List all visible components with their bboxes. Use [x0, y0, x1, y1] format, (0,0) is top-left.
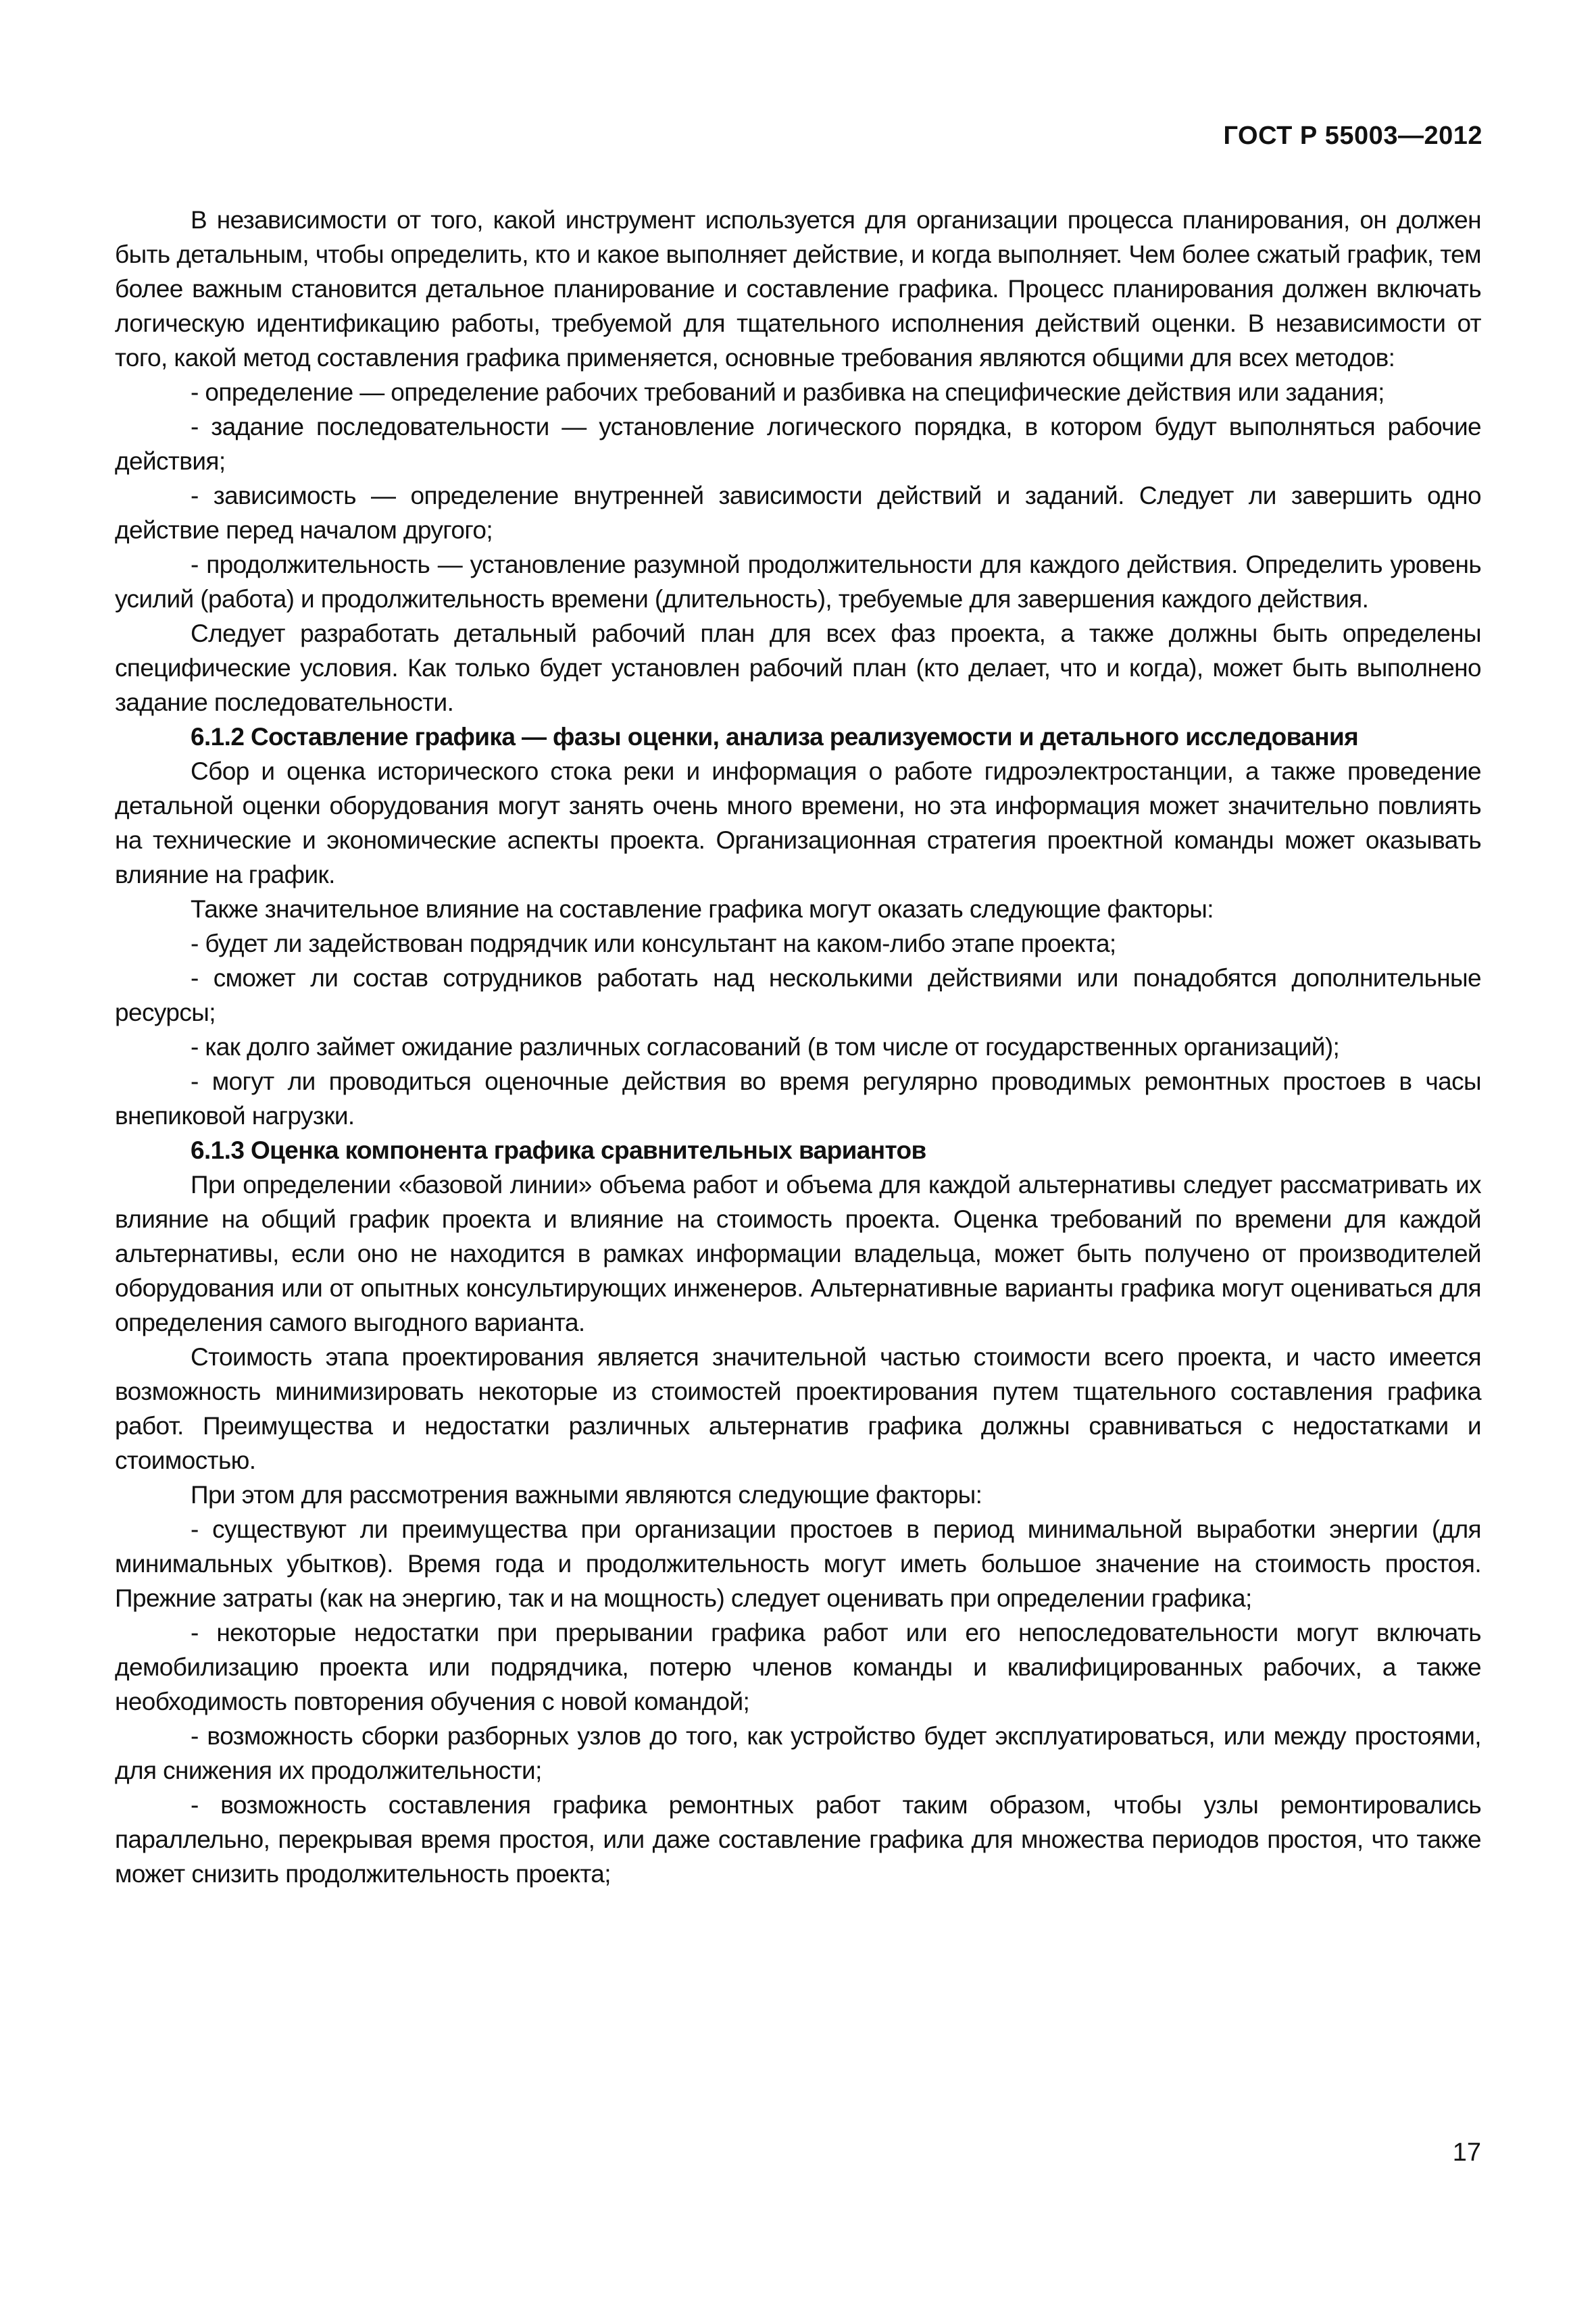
paragraph: - сможет ли состав сотрудников работать над несколькими действиями или понадобятся дополнительные ресурсы; — [115, 964, 1481, 1026]
paragraph: - как долго займет ожидание различных согласований (в том числе от государственных организаций); — [191, 1033, 1340, 1061]
paragraph: - будет ли задействован подрядчик или консультант на каком-либо этапе проекта; — [191, 930, 1116, 957]
paragraph: - существуют ли преимущества при организации простоев в период минимальной выработки энергии (для минимальных убытков). Время года и продолжительность могут иметь большое значение на стоимость простоя. Прежние затраты (как на энергию, так и на мощность) следует оценивать при определении графика; — [115, 1515, 1481, 1612]
paragraph: При этом для рассмотрения важными являются следующие факторы: — [191, 1481, 982, 1509]
paragraph: Сбор и оценка исторического стока реки и информация о работе гидроэлектростанции, а также проведение детальной оценки оборудования могут занять очень много времени, но эта информация может значительно повлиять на технические и экономические аспекты проекта. Организационная стратегия проектной команды может оказывать влияние на график. — [115, 757, 1481, 888]
section-heading: 6.1.3 Оценка компонента графика сравнительных вариантов — [191, 1136, 926, 1164]
paragraph: Также значительное влияние на составление графика могут оказать следующие факторы: — [191, 895, 1214, 923]
doc-code-header: ГОСТ Р 55003—2012 — [1223, 122, 1482, 150]
paragraph: - могут ли проводиться оценочные действия во время регулярно проводимых ремонтных простоев в часы внепиковой нагрузки. — [115, 1067, 1481, 1130]
body-text — [115, 203, 1481, 1891]
paragraph: - некоторые недостатки при прерывании графика работ или его непоследовательности могут включать демобилизацию проекта или подрядчика, потерю членов команды и квалифицированных рабочих, а также необходимость повторения обучения с новой командой; — [115, 1619, 1481, 1715]
paragraph: - возможность сборки разборных узлов до того, как устройство будет эксплуатироваться, или между простоями, для снижения их продолжительности; — [115, 1722, 1481, 1784]
paragraph: - определение — определение рабочих требований и разбивка на специфические действия или задания; — [191, 378, 1385, 406]
paragraph: - задание последовательности — установление логического порядка, в котором будут выполняться рабочие действия; — [115, 413, 1481, 475]
paragraph: - возможность составления графика ремонтных работ таким образом, чтобы узлы ремонтировались параллельно, перекрывая время простоя, или даже составление графика для множества периодов простоя, что также может снизить продолжительность проекта; — [115, 1791, 1481, 1888]
paragraph: - продолжительность — установление разумной продолжительности для каждого действия. Определить уровень усилий (работа) и продолжительность времени (длительность), требуемые для завершения каждого действия. — [115, 551, 1481, 613]
paragraph: Стоимость этапа проектирования является значительной частью стоимости всего проекта, и часто имеется возможность минимизировать некоторые из стоимостей проектирования путем тщательного составления графика работ. Преимущества и недостатки различных альтернатив графика должны сравниваться с недостатками и стоимостью. — [115, 1343, 1481, 1474]
paragraph: - зависимость — определение внутренней зависимости действий и заданий. Следует ли завершить одно действие перед началом другого; — [115, 482, 1481, 544]
paragraph: При определении «базовой линии» объема работ и объема для каждой альтернативы следует рассматривать их влияние на общий график проекта и влияние на стоимость проекта. Оценка требований по времени для каждой альтернативы, если оно не находится в рамках информации владельца, может быть получено от производителей оборудования или от опытных консультирующих инженеров. Альтернативные варианты графика могут оцениваться для определения самого выгодного варианта. — [115, 1171, 1481, 1336]
paragraph: Следует разработать детальный рабочий план для всех фаз проекта, а также должны быть определены специфические условия. Как только будет установлен рабочий план (кто делает, что и когда), может быть выполнено задание последовательности. — [115, 620, 1481, 716]
page-number: 17 — [1452, 2138, 1481, 2167]
paragraph: В независимости от того, какой инструмент используется для организации процесса планирования, он должен быть детальным, чтобы определить, кто и какое выполняет действие, и когда выполняет. Чем более сжатый график, тем более важным становится детальное планирование и составление графика. Процесс планирования должен включать логическую идентификацию работы, требуемой для тщательного исполнения действий оценки. В независимости от того, какой метод составления графика применяется, основные требования являются общими для всех методов: — [115, 206, 1481, 372]
section-heading: 6.1.2 Составление графика — фазы оценки, анализа реализуемости и детального исследования — [191, 723, 1359, 751]
